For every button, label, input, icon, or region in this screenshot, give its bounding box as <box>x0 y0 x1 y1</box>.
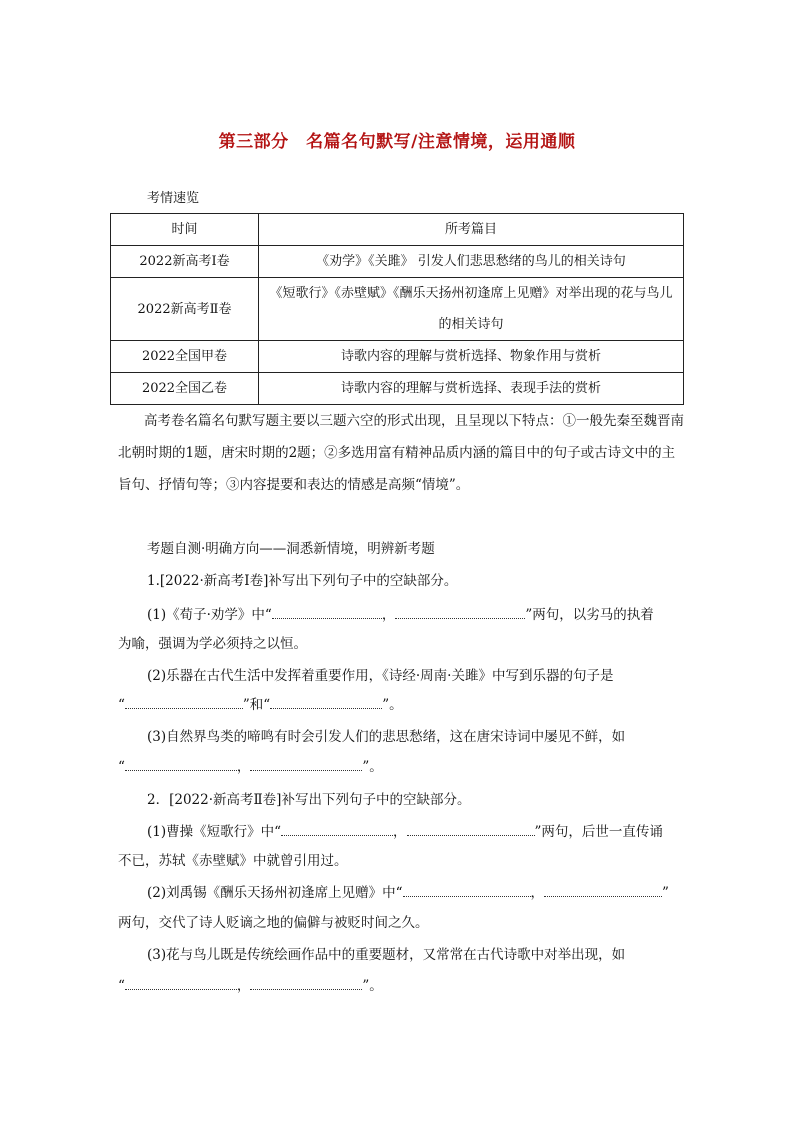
answer-blank[interactable] <box>125 978 237 990</box>
q2-item-1: (1)曹操《短歌行》中“ ， ”两句，后世一直传诵 <box>147 824 663 840</box>
q1-item-2: (2)乐器在古代生活中发挥着重要作用，《诗经·周南·关雎》中写到乐器的句子是 <box>147 668 614 684</box>
answer-blank[interactable] <box>270 697 382 709</box>
q1-item-3-cont: “ ， ”。 <box>118 759 383 775</box>
column-header-time: 时间 <box>111 214 259 246</box>
exam-overview-table <box>110 213 684 405</box>
row-content: 诗歌内容的理解与赏析选择、物象作用与赏析 <box>259 341 684 373</box>
answer-blank[interactable] <box>125 697 243 709</box>
q1-item-1-cont: 为喻，强调为学必须持之以恒。 <box>118 636 307 652</box>
q2-item-3-cont: “ ， ”。 <box>118 978 383 994</box>
answer-blank[interactable] <box>407 824 535 836</box>
table-row <box>111 341 684 373</box>
table-row <box>111 246 684 278</box>
q2-item-2: (2)刘禹锡《酬乐天扬州初逢席上见赠》中“ ， ” <box>147 885 669 901</box>
q1-item-1 <box>147 603 654 623</box>
row-content: 诗歌内容的理解与赏析选择、表现手法的赏析 <box>259 373 684 405</box>
question-2-heading: 2．[2022·新高考Ⅱ卷]补写出下列句子中的空缺部分。 <box>147 792 471 808</box>
row-content: 《劝学》《关雎》 引发人们悲思愁绪的鸟儿的相关诗句 <box>259 246 684 278</box>
q1-1-suffix: ”两句，以劣马的执着 <box>525 607 654 623</box>
table-header-row <box>111 214 684 246</box>
q2-item-1-cont: 不已，苏轼《赤壁赋》中就曾引用过。 <box>118 853 348 869</box>
row-time: 2022新高考Ⅱ卷 <box>111 278 259 341</box>
table-row <box>111 278 684 341</box>
column-header-content: 所考篇目 <box>259 214 684 246</box>
q2-item-2-cont: 两句，交代了诗人贬谪之地的偏僻与被贬时间之久。 <box>118 915 429 931</box>
page-title: 第三部分 名篇名句默写/注意情境，运用通顺 <box>218 132 576 152</box>
answer-blank[interactable] <box>250 759 362 771</box>
overview-label: 考情速览 <box>147 191 200 206</box>
intro-paragraph: 高考卷名篇名句默写题主要以三题六空的形式出现，且呈现以下特点：①一般先秦至魏晋南北朝时期的1题，唐宋时期的2题；②多选用富有精神品质内涵的篇目中的句子或古诗文中的主旨句、抒情句等；③内容提要和表达的情感是高频“情境”。 <box>118 413 684 493</box>
table-row <box>111 373 684 405</box>
row-time: 2022新高考Ⅰ卷 <box>111 246 259 278</box>
answer-blank[interactable] <box>125 759 237 771</box>
q2-item-3: (3)花与鸟儿既是传统绘画作品中的重要题材，又常常在古代诗歌中对举出现，如 <box>147 947 626 963</box>
answer-blank[interactable] <box>281 824 393 836</box>
answer-blank[interactable] <box>403 885 531 897</box>
answer-blank[interactable] <box>544 885 662 897</box>
question-1-heading: 1.[2022·新高考Ⅰ卷]补写出下列句子中的空缺部分。 <box>147 573 458 589</box>
q1-1-prefix: (1)《荀子·劝学》中“ <box>147 607 272 623</box>
q1-item-2-cont: “ ”和“ ”。 <box>118 697 403 713</box>
row-time: 2022全国甲卷 <box>111 341 259 373</box>
row-time: 2022全国乙卷 <box>111 373 259 405</box>
section-heading: 考题自测·明确方向——洞悉新情境，明辨新考题 <box>147 541 435 557</box>
answer-blank[interactable] <box>250 978 362 990</box>
row-content: 《短歌行》《赤壁赋》《酬乐天扬州初逢席上见赠》对举出现的花与鸟儿的相关诗句 <box>259 278 684 341</box>
answer-blank[interactable] <box>272 607 382 619</box>
q1-item-3: (3)自然界鸟类的啼鸣有时会引发人们的悲思愁绪，这在唐宋诗词中屡见不鲜，如 <box>147 729 626 745</box>
comma: ， <box>381 607 396 623</box>
answer-blank[interactable] <box>395 607 525 619</box>
